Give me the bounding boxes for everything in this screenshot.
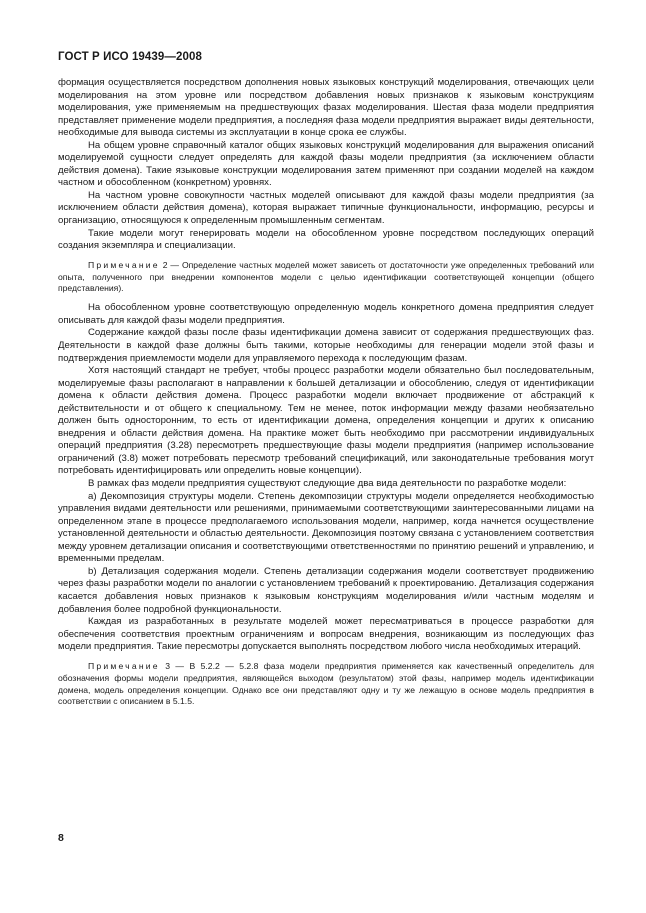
paragraph-activities-intro: В рамках фаз модели предприятия существуют следующие два вида деятельности по разработке модели:: [88, 478, 567, 490]
paragraph-partial-level: На частном уровне совокупности частных моделей описывают для каждой фазы модели предприятия (за исключением области действия домена), которая выражает типичные функциональности, информацию, ресурсы и организацию, относящуюся к определенным промышленным сегментам.: [58, 189, 594, 227]
note-3-text: 3 — В 5.2.2 — 5.2.8 фаза модели предприятия применяется как качественный определитель для обозначения формы модели предприятия, являющейся выходом (результатом) этой фазы, например модель идентификации домена, модель определения концепции. Однако все они представляют одну и ту же лежащую в основе модель предприятия в соответствии с описанием в 5.1.5.: [58, 660, 594, 707]
paragraph-continuation: формация осуществляется посредством дополнения новых языковых конструкций моделирования, отвечающих цели моделирования на этом уровне или посредством добавления новых признаков к языковым конструкциям моделирования, уже применяемым на предшествующих фазах моделирования. Шестая фаза модели предприятия представляет применение модели предприятия, а последняя фаза модели предприятия выражает виды деятельности, необходимые для вывода системы из эксплуатации в конце срока ее службы.: [58, 77, 594, 139]
paragraph-phase-content: Содержание каждой фазы после фазы идентификации домена зависит от содержания предшествующих фаз. Деятельности в каждой фазе должны быть такими, которые необходимы для генерации модели этой фазы и подтверждения приемлемости модели для управляемого перехода к последующим фазам.: [58, 327, 594, 364]
paragraph-item-a: a) Декомпозиция структуры модели. Степень декомпозиции структуры модели определяется необходимостью управления видами деятельности или решениями, принимаемыми соответствующими заинтересованными лицами на определенном этапе в процессе предполагаемого использования модели, например, когда начнется осуществление установленной деятельности и областью деятельности. Декомпозиция поэтому связана с установлением соответствия между уровнем детализации описания и соответствующими ответственностями по принятию решений и управлению, и временными пределам.: [58, 490, 594, 565]
paragraph-general-level: На общем уровне справочный каталог общих языковых конструкций моделирования для выражения описаний моделируемой сущности следует определять для каждой фазы модели предприятия (за исключением области действия домена). Такие языковые конструкции моделирования затем применяют при создании моделей на каждом частном и обособленном (конкретном) уровнях.: [58, 139, 594, 189]
paragraph-item-b: b) Детализация содержания модели. Степень детализации содержания модели соответствует продвижению через фазы разработки модели по аналогии с установлением требований к проектированию. Детализация содержания касается добавления новых признаков к языковым конструкциям моделирования и/или частным моделям и добавления более подробной функциональности.: [58, 565, 594, 615]
paragraph-partial-models: Такие модели могут генерировать модели на обособленном уровне посредством последующих операций создания экземпляра и специализации.: [58, 227, 594, 252]
note-2-text: 2 — Определение частных моделей может зависеть от достаточности уже определенных требований или опыта, полученного при внедрении компонентов модели с целью идентификации соответствующей концепции (общего представления).: [58, 259, 594, 294]
paragraph-revisions: Каждая из разработанных в результате моделей может пересматриваться в процессе разработки для обеспечения соответствия проектным ограничениям и вопросам внедрения, возникающим из последующих фаз модели предприятия. Такие пересмотры допускается выполнять посредством любого числа необходимых итераций.: [58, 616, 594, 653]
note-3: [58, 661, 594, 709]
body-text: [58, 77, 594, 715]
note-3-label: Примечание: [88, 660, 160, 671]
paragraph-sequence: Хотя настоящий стандарт не требует, чтобы процесс разработки модели обязательно был последовательным, моделируемые фазы располагают в направлении к большей детализации и обособлению, следуя от идентификации домена к области действия домена. Процесс разработки модели включает продвижение от абстракций к действительности и от общего к специальному. Тем не менее, поток информации между фазами необязательно должен быть односторонним, то есть от идентификации домена, определения концепции и других к описанию внедрения и области действия домена. На практике может быть необходимо при рассмотрении индивидуальных операций предприятия (3.28) пересмотреть предшествующие фазы модели предприятия (например использование ограничений (3.8) может потребовать пересмотр требований спецификаций, или законодательные требования могут потребовать идентифицировать или определить новые концепции).: [58, 365, 594, 477]
standard-header: ГОСТ Р ИСО 19439—2008: [58, 51, 203, 63]
note-2-label: Примечание: [88, 259, 160, 270]
page-number: 8: [58, 832, 64, 844]
note-2: [58, 260, 594, 296]
paragraph-particular-level: На обособленном уровне соответствующую определенную модель конкретного домена предприятия следует описывать для каждой фазы модели предприятия.: [58, 302, 594, 326]
